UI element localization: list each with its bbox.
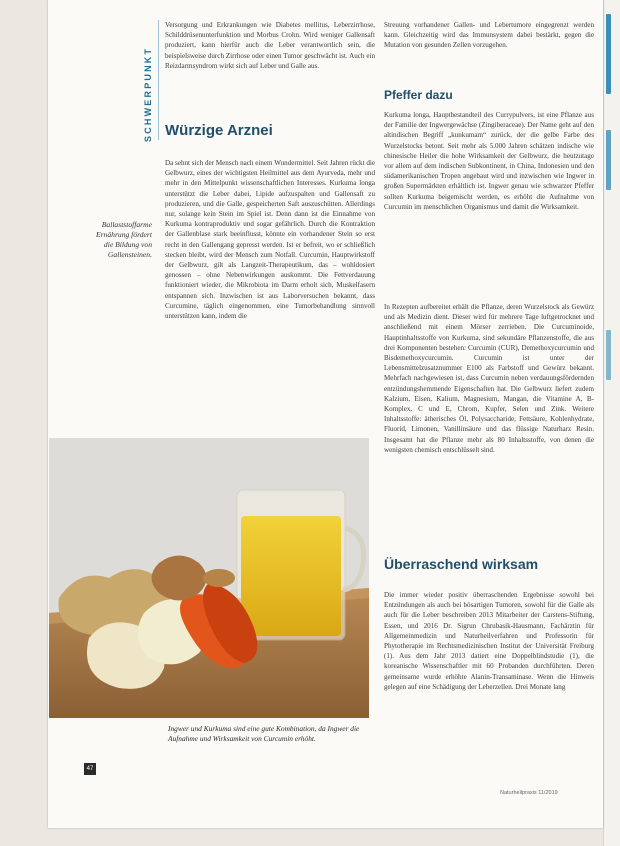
col1-top-text [165,20,375,112]
col2-p3: Die immer wieder positiv überraschenden Ergebnisse sowohl bei Entzündungen als auch bei bösartigen Tumoren, sowohl für die Galle als auch für die Leber beschreiben 2013 Mitarbeiter der Carstens-Stiftung, Essen, und 2016 Dr. Sigrun Chrubasik-Hausmann, Fachärztin für Allgemeinmedizin und Naturheilverfahren und Professorin für Phytotherapie im Rechtsmedizinischen Institut der Universität Freiburg (1). Aus dem Jahr 2013 datiert eine Doppelblindstudie (1), die koreanische Wissenschaftler mit 60 Probanden durchführten. Deren gemeinsame wurde erhöhte Alanin-Transaminase. Wenn die Hinweis gelegen auf eine Schädigung der Leberzellen. Drei Monate lang [384,591,594,691]
col2-paragraph-1 [384,110,594,288]
col2-top-paragraph: Streuung vorhandener Gallen- und Lebertumore eingegrenzt werden kann. Gleichzeitig wird das Immunsystem dabei bestärkt, gegen die Mutation von gesunden Zellen vorzugehen. [384,21,594,50]
sidebar-note: Ballaststoffarme Ernährung fördert die Bildung von Gallensteinen. [95,220,152,259]
col1-body-text [165,158,375,424]
turmeric-tea [241,516,341,636]
section-label: SCHWERPUNKT [143,46,153,142]
col1-top-paragraph: Versorgung und Erkrankungen wie Diabetes mellitus, Leberzirrhose, Schilddrüsenunterfunktion und Morbus Crohn. Wird weniger Gallensaft produziert, kann hierfür auch die Leber verantwortlich sein, die beispielsweise durch Zirrhose oder einen Tumor geschwächt ist. Auch ein Reizdarmsyndrom wirkt sich auf Leber und Galle aus. [165,21,375,70]
heading-pfeffer-dazu: Pfeffer dazu [384,88,453,102]
heading-ueberraschend-wirksam: Überraschend wirksam [384,556,539,572]
edge-tab [606,14,611,94]
page-number: 47 [84,763,96,775]
ginger-turmeric-photo [49,438,369,718]
page-edge-tabs [600,0,620,846]
heading-wuerzige-arznei: Würzige Arznei [165,122,273,139]
ginger-knob [203,569,235,587]
section-kicker [143,22,155,142]
photo-caption: Ingwer und Kurkuma sind eine gute Kombination, da Ingwer die Aufnahme und Wirksamkeit von Curcumin erhöht. [168,724,360,743]
col2-p2: In Rezepten aufbereitet erhält die Pflanze, deren Wurzelstock als Gewürz und als Medizin dient. Dieser wird für mehrere Tage luftgetrocknet und anschließend mit einem Mörser zerrieben. Die Curcuminoide, Hauptinhaltsstoffe von Kurkuma, sind sekundäre Pflanzenstoffe, die aus drei Komponenten bestehen: Curcumin (CUR), Demethoxycurcumin und Bisdemethoxycurcumin. Curcumin ist unter der Lebensmittelzusatznummer E100 als Farbstoff und Gewürz bekannt. Mehrfach nachgewiesen ist, dass Curcumin neben verdauungsfördernden entzündungshemmende Eigenschaften hat. Die Gelbwurz liefert zudem Kalzium, Eisen, Kalium, Magnesium, Mangan, die Vitamine A, B-Komplex, C und E, Chrom, Kupfer, Selen und Zink. Weitere Inhaltsstoffe: ätherisches Öl, Polysaccharide, Fettsäure, Kohlenhydrate, Fluorid, Limonen, Vanillinsäure und das flüssige Naturharz Resin. Insgesamt hat die Pflanze mehr als 80 Inhaltsstoffe, von denen die wenigsten chemisch entschlüsselt sind. [384,303,594,454]
edge-tab [606,130,611,190]
kicker-rule [158,20,159,140]
col2-top-text [384,20,594,72]
col2-paragraph-2 [384,302,594,546]
col1-body-paragraph: Da sehnt sich der Mensch nach einem Wundermittel. Seit Jahren rückt die Gelbwurz, eines der wichtigsten Heilmittel aus dem Ayurveda, mehr und mehr in den Mittelpunkt wissenschaftlichen Interesses. Kurkuma longa unterstützt die Leber dabei, Lipide aufzuspalten und Gallensaft zu produzieren, und die Galle, gespeicherten Saft auszuschütten. Allerdings nur, solange kein Stein im Spiel ist. Denn dann ist die Einnahme von Kurkuma kontraproduktiv und sogar gefährlich. Durch die Kontraktion der Gallenblase stark beeinflusst, könnte ein vorhandener Stein so erst recht in den Gallengang gepresst werden. Ist er befreit, wo er schließlich stecken bleibt, wird der Mensch zum Notfall. Curcumin, Hauptwirkstoff der Gelbwurz, gilt als Langzeit-Therapeutikum, das – wohldosiert genossen – ohne Nebenwirkungen auskommt. Die Fettverdauung funktioniert wieder, die Mikrobiota im Darm erholt sich, Muskelfasern entspannen sich. Inzwischen ist aus Laborversuchen bekannt, dass Curcumine, täglich eingenommen, eine Tumorbehandlung sinnvoll unterstützen kann, indem die [165,159,375,321]
photo-illustration [49,438,369,718]
col2-p1: Kurkuma longa, Hauptbestandteil des Currypulvers, ist eine Pflanze aus der Familie der Ingwergewächse (Zingiberaceae). Der Name geht auf den altindischen Begriff „kunkumam“ zurück, der die gelbe Farbe des Wurzelstocks betont. Seit mehr als 5.000 Jahren schätzen indische wie chinesische Heiler die hohe Wirksamkeit der Gelbwurz, die heutzutage vor allem auf dem indischen Subkontinent, in China, Indonesien und den südamerikanischen Tropen angebaut wird und inzwischen wie Ingwer in großen Supermärkten erhältlich ist. Ingwer genau wie schwarzer Pfeffer sollten Kurkuma beigemischt werden, es erhöht die Aufnahme von Curcumin im menschlichen Organismus und damit die Wirksamkeit. [384,111,594,211]
col2-paragraph-3 [384,590,594,778]
edge-tab [606,330,611,380]
footer-issue: Naturheilpraxis 11/2019 [500,790,558,796]
